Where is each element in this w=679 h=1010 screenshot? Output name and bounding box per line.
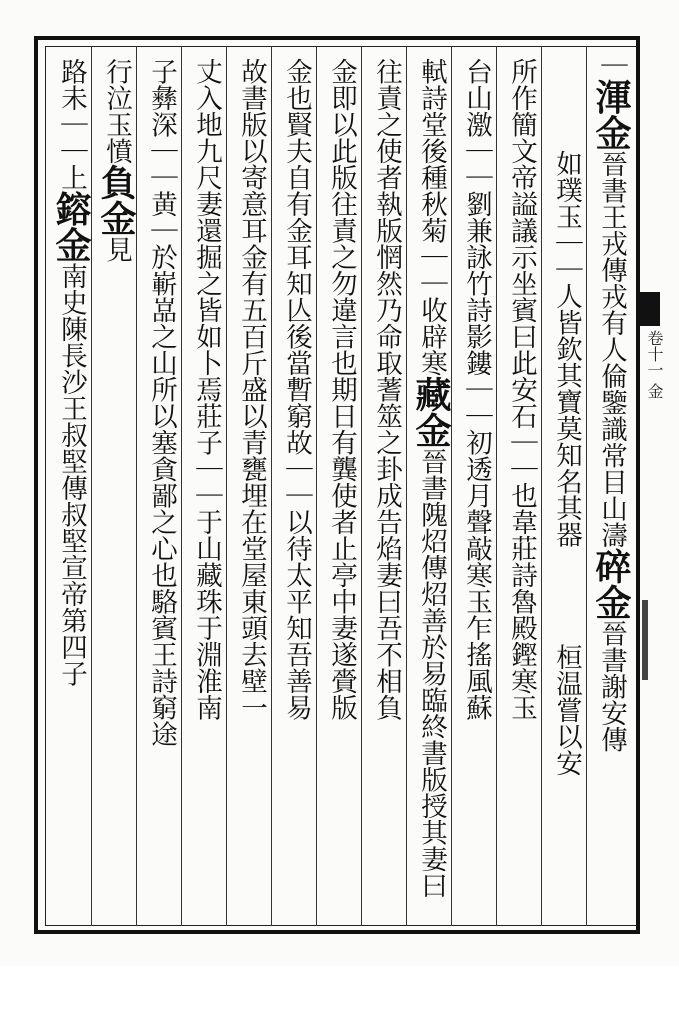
column-segment: 南史陳長沙王叔堅傳叔堅宣帝第四子 [56, 262, 87, 687]
edge-label: 卷十一 金 [645, 330, 664, 400]
column-segment: 晉書謝安傳 [596, 620, 627, 753]
text-column-4: 台山激｜｜劉兼詠竹詩影鏤｜｜初透月聲敲寒玉乍搖風蘇 [461, 58, 492, 721]
entry-heading-sui-jin: 碎金 [590, 548, 632, 620]
text-column-11: 子彝深｜｜黄｜於嶄嵓之山所以塞貪鄙之心也駱賓王詩窮途 [146, 58, 177, 747]
text-column-2 [551, 150, 581, 1010]
column-divider [181, 46, 182, 926]
column-divider [271, 46, 272, 926]
column-segment: 晉書隗炤傳炤善於易臨終書版授其妻曰 [416, 448, 447, 899]
text-column-3: 所作簡文帝謚議示坐賓曰此安石｜｜也韋莊詩魯殿鏗寒玉 [506, 58, 537, 721]
text-column-9: 故書版以寄意耳金有五百斤盛以青甕埋在堂屋東頭去壁一 [236, 58, 267, 721]
column-segment: 行泣玉憤 [101, 58, 132, 164]
column-segment: 見 [101, 236, 132, 263]
text-column-10: 丈入地九尺妻還掘之皆如卜焉莊子｜｜于山藏珠于淵淮南 [191, 58, 222, 721]
column-segment: ｜ [596, 52, 627, 79]
entry-heading-cang-jin: 藏金 [410, 376, 452, 448]
column-divider [361, 46, 362, 926]
entry-heading-hun-jin: 渾金 [590, 78, 632, 151]
column-segment: 軾詩堂後種秋菊｜｜收辟寒 [416, 58, 447, 376]
column-divider [541, 46, 542, 926]
text-column-7: 金即以此版往責之勿違言也期日有龔使者止亭中妻遂賫版 [326, 58, 357, 721]
column-divider [226, 46, 227, 926]
column-divider [451, 46, 452, 926]
column-divider [406, 46, 407, 926]
edge-rule-mark [642, 600, 648, 680]
column-divider [586, 46, 587, 926]
text-column-13 [50, 58, 92, 918]
column-segment: 桓温嘗以安 [551, 643, 582, 776]
column-segment: 晉書王戎傳戎有人倫鑒識常目山濤 [596, 150, 627, 548]
text-column-1 [590, 52, 632, 912]
entry-heading-rong-jin: 鎔金 [50, 190, 92, 263]
column-divider [91, 46, 92, 926]
column-segment: 如璞玉｜｜人皆欽其寶莫知名其器 [551, 150, 582, 548]
text-column-5 [410, 58, 452, 918]
text-column-6: 往責之使者執版惘然乃命取蓍筮之卦成告焰妻曰吾不相負 [371, 58, 402, 721]
edge-block-mark [640, 292, 660, 326]
column-divider [496, 46, 497, 926]
column-segment: 路未｜｜ [56, 58, 87, 164]
text-column-8: 金也賢夫自有金耳知亾後當暫窮故｜｜以待太平知吾善易 [281, 58, 312, 721]
column-divider [316, 46, 317, 926]
text-column-12 [95, 58, 137, 918]
column-segment: 上 [56, 164, 87, 191]
entry-heading-fu-jin: 負金 [95, 164, 137, 236]
